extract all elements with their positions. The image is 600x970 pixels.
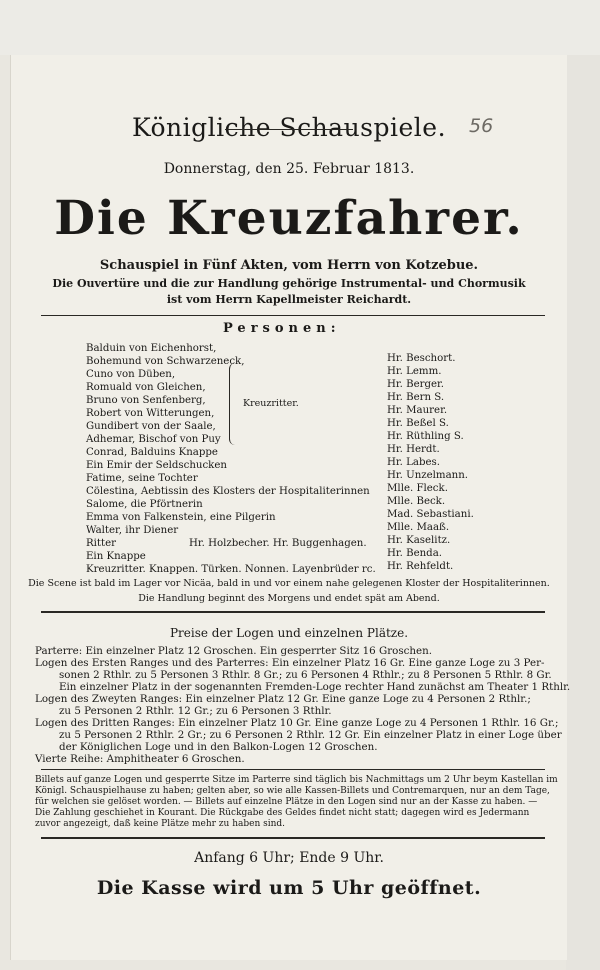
cast-role: Conrad, Balduins Knappe	[86, 447, 218, 458]
cast-role: Walter, ihr Diener	[86, 525, 179, 536]
cast-actor: Hr. Maurer.	[387, 405, 448, 416]
cast-actor: Hr. Berger.	[387, 379, 445, 390]
price-line: Logen des Dritten Ranges: Ein einzelner Platz 10 Gr. Eine ganze Loge zu 4 Personen 1 Rthlr. 16 Gr.;	[35, 717, 559, 729]
cast-actor: Hr. Rehfeldt.	[387, 561, 454, 572]
cast-role: Gundibert von der Saale,	[86, 421, 216, 432]
notice-line: für welchen sie gelöset worden. — Billets auf einzelne Plätze in den Logen sind nur an der Kasse zu haben. —	[35, 797, 538, 807]
divider-notice-top	[41, 769, 545, 770]
knights-actors: Hr. Holzbecher. Hr. Buggenhagen.	[189, 538, 367, 549]
cast-actor: Mad. Sebastiani.	[387, 509, 474, 520]
cast-actor: Hr. Lemm.	[387, 366, 442, 377]
cast-actor: Hr. Herdt.	[387, 444, 440, 455]
music-credit-line1: Die Ouvertüre und die zur Handlung gehörige Instrumental- und Chormusik	[52, 277, 526, 290]
cast-role: Ein Emir der Seldschucken	[86, 460, 227, 471]
price-line: Logen des Ersten Ranges und des Parterres: Ein einzelner Platz 16 Gr. Eine ganze Loge zu 3 Per-	[35, 657, 545, 669]
scan-background-top	[0, 0, 600, 55]
extras-line: Kreuzritter. Knappen. Türken. Nonnen. Layenbrüder rc.	[86, 564, 376, 575]
play-title: Die Kreuzfahrer.	[54, 191, 524, 246]
notice-line: Billets auf ganze Logen und gesperrte Sitze im Parterre sind täglich bis Nachmittags um 2 Uhr beym Kastellan im	[35, 775, 558, 785]
price-line: sonen 2 Rthlr. zu 5 Personen 3 Rthlr. 8 Gr.; zu 6 Personen 4 Rthlr.; zu 8 Personen 5 Rthlr. 8 Gr.	[59, 669, 552, 681]
performance-times: Anfang 6 Uhr; Ende 9 Uhr.	[194, 850, 384, 866]
cast-role: Bohemund von Schwarzeneck,	[86, 356, 245, 367]
time-line: Die Handlung beginnt des Morgens und endet spät am Abend.	[138, 593, 440, 604]
price-line: Ein einzelner Platz in der sogenannten Fremden-Loge rechter Hand zunächst am Theater 1 Rthlr.	[59, 681, 571, 693]
divider-times-top	[41, 837, 545, 839]
divider-prices-top	[41, 611, 545, 613]
cast-role: Fatime, seine Tochter	[86, 473, 198, 484]
scene-line: Die Scene ist bald im Lager vor Nicäa, bald in und vor einem nahe gelegenen Kloster der Hospitaliterinnen.	[28, 578, 550, 589]
cast-role: Cölestina, Aebtissin des Klosters der Hospitaliterinnen	[86, 486, 370, 497]
cast-actor: Mlle. Beck.	[387, 496, 446, 507]
notice-line: Die Zahlung geschiehet in Kourant. Die Rückgabe des Geldes findet nicht statt; dagegen wird es Jedermann	[35, 808, 530, 818]
handwritten-number: 56	[469, 115, 494, 137]
divider-cast-top	[41, 315, 545, 316]
box-office-opening: Die Kasse wird um 5 Uhr geöffnet.	[96, 877, 482, 899]
cast-role: Robert von Witterungen,	[86, 408, 215, 419]
cast-group-label: Kreuzritter.	[243, 398, 299, 409]
performance-date: Donnerstag, den 25. Februar 1813.	[163, 161, 415, 177]
cast-actor: Hr. Unzelmann.	[387, 470, 469, 481]
playbill-sheet	[10, 55, 571, 960]
music-credit-line2: ist vom Herrn Kapellmeister Reichardt.	[166, 293, 412, 306]
cast-actor: Mlle. Fleck.	[387, 483, 448, 494]
prices-heading: Preise der Logen und einzelnen Plätze.	[169, 626, 409, 640]
theatre-name: Königliche Schauspiele.	[131, 113, 447, 142]
price-line: zu 5 Personen 2 Rthlr. 12 Gr.; zu 6 Personen 3 Rthlr.	[59, 705, 332, 717]
cast-actor: Hr. Benda.	[387, 548, 443, 559]
cast-role: Cuno von Düben,	[86, 369, 176, 380]
cast-actor: Hr. Labes.	[387, 457, 440, 468]
price-line: zu 5 Personen 2 Rthlr. 2 Gr.; zu 6 Personen 2 Rthlr. 12 Gr. Ein einzelner Platz in einer Loge über	[59, 729, 562, 741]
price-line: Parterre: Ein einzelner Platz 12 Groschen. Ein gesperrter Sitz 16 Groschen.	[35, 645, 433, 657]
cast-role: Ritter	[86, 538, 117, 549]
cast-actor: Hr. Kaselitz.	[387, 535, 451, 546]
cast-actor: Hr. Beßel S.	[387, 418, 449, 429]
cast-role: Ein Knappe	[86, 551, 146, 562]
price-line: Vierte Reihe: Amphitheater 6 Groschen.	[35, 753, 245, 765]
cast-role: Emma von Falkenstein, eine Pilgerin	[86, 512, 276, 523]
cast-role: Bruno von Senfenberg,	[86, 395, 206, 406]
cast-role: Salome, die Pförtnerin	[86, 499, 203, 510]
cast-role: Balduin von Eichenhorst,	[86, 343, 217, 354]
cast-role: Romuald von Gleichen,	[86, 382, 206, 393]
cast-actor: Hr. Beschort.	[387, 353, 456, 364]
price-line: Logen des Zweyten Ranges: Ein einzelner Platz 12 Gr. Eine ganze Loge zu 4 Personen 2 Rthlr.;	[35, 693, 531, 705]
cast-actor: Mlle. Maaß.	[387, 522, 450, 533]
play-subtitle: Schauspiel in Fünf Akten, vom Herrn von Kotzebue.	[99, 258, 479, 273]
notice-line: Königl. Schauspielhause zu haben; gelten aber, so wie alle Kassen-Billets und Contremarquen, nur an dem Tage,	[35, 786, 550, 796]
cast-heading: Personen:	[223, 321, 341, 336]
knights-brace	[229, 363, 238, 445]
scan-background-right	[566, 55, 600, 970]
header-separator	[225, 129, 353, 130]
price-line: der Königlichen Loge und in den Balkon-Logen 12 Groschen.	[59, 741, 378, 753]
notice-line: zuvor angezeigt, daß keine Plätze mehr zu haben sind.	[35, 819, 286, 829]
cast-actor: Hr. Bern S.	[387, 392, 445, 403]
cast-role: Adhemar, Bischof von Puy	[86, 434, 221, 445]
cast-actor: Hr. Rüthling S.	[387, 431, 464, 442]
